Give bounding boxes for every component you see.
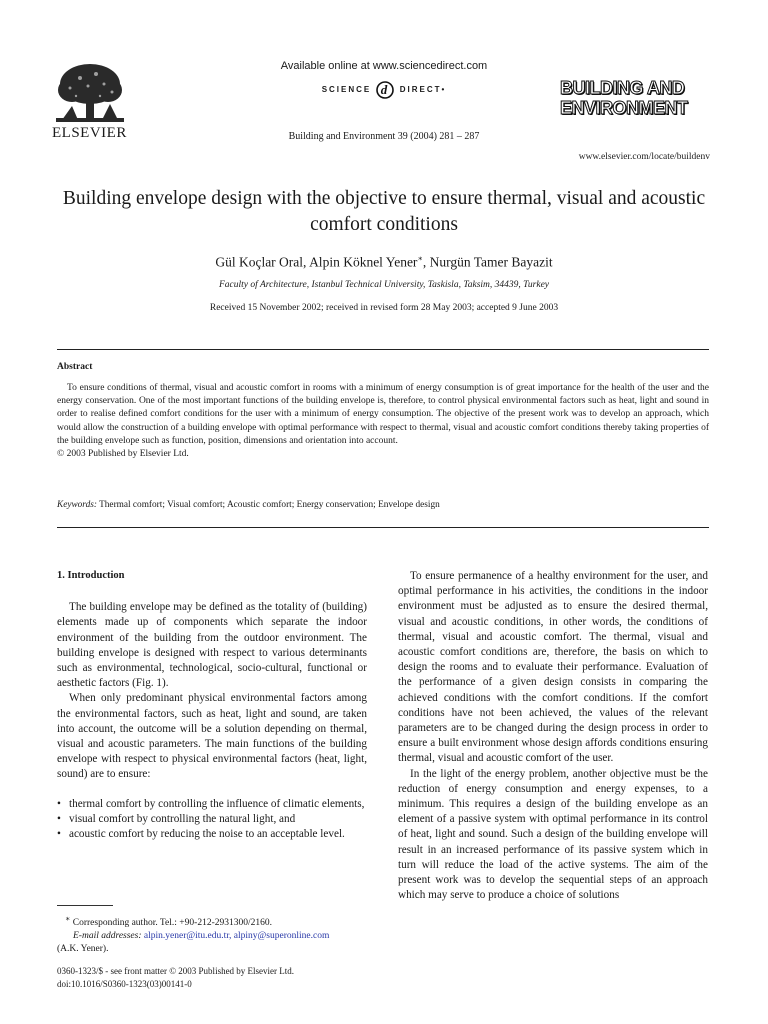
divider-top	[57, 349, 709, 350]
footnote-name: (A.K. Yener).	[57, 944, 109, 955]
abstract-text: To ensure conditions of thermal, visual and acoustic comfort in rooms with a minimum of energy consumption is of great importance for the health of the user and the energy conservation. One of the most important functions of the building envelope is, therefore, to control physical environmental factors such as heat, light and sound in order to realise defined comfort conditions for the user with a minimum of energy consumption. The objective of the present work was to develop an approach, which would allow the construction of a building envelope with optimal performance with respect to thermal, visual and acoustic comfort conditions thereby taking properties of the building envelope such as function, position, dimensions and orientation into account.	[57, 383, 709, 446]
email-link-1[interactable]: alpin.yener@itu.edu.tr,	[143, 931, 232, 942]
corresponding-mark: ∗	[417, 254, 423, 263]
list-item: • thermal comfort by controlling the influence of climatic elements,	[57, 797, 367, 812]
abstract-heading: Abstract	[57, 362, 93, 372]
abstract-copyright: © 2003 Published by Elsevier Ltd.	[57, 449, 189, 460]
sd-mark: •	[441, 85, 447, 95]
paragraph-4: In the light of the energy problem, another objective must be the reduction of energy consumption and energy expenses, to a minimum. This requires a design of the building envelope as an element of a passive system with optimal performance in its control of heat, light and sound. Such a design of the building envelope will result in an increased performance of its passive system which in turn will reduce the load of the active systems. The aim of the present work was to develop the sequential steps of an approach which may serve to produce a choice of solutions	[398, 767, 708, 902]
footnote-rule	[57, 905, 113, 906]
journal-brand-logo	[560, 78, 710, 118]
paragraph-3: To ensure permanence of a healthy environment for the user, and optimal performance in his activities, the conditions in the indoor environment must be adjusted as to ensure the desired thermal, visual and acoustic conditions, in other words, the conditions of thermal, visual and acoustic comfort. The thermal, visual and acoustic comfort conditions are, therefore, the basis on which to design the rooms and to evaluate their performance. Evaluation of the performance of a given design consists in comparing the achieved conditions with the comfort conditions. If the comfort conditions have not been achieved, the values of the relevant parameters are to be changed during the design process in order to ensure a built environment whose design affords conditions ensuring thermal, visual and acoustic comfort of the user.	[398, 570, 708, 765]
svg-text:d: d	[381, 82, 390, 97]
sd-d-icon	[375, 80, 395, 100]
brand-line-2: ENVIRONMENT	[560, 98, 688, 118]
email-label: E-mail addresses:	[73, 931, 142, 942]
front-matter-line: 0360-1323/$ - see front matter © 2003 Published by Elsevier Ltd.	[57, 966, 295, 976]
abstract-body	[57, 382, 709, 461]
keywords-label: Keywords:	[57, 500, 97, 510]
footnote	[57, 912, 377, 956]
affiliation: Faculty of Architecture, Istanbul Technical University, Taskisla, Taksim, 34439, Turkey	[218, 280, 550, 290]
brand-line-1: BUILDING AND	[560, 78, 685, 98]
article-title: Building envelope design with the objective to ensure thermal, visual and acoustic comfort conditions	[62, 188, 706, 235]
sd-right-text: DIRECT	[399, 85, 442, 95]
publisher-name: ELSEVIER	[52, 125, 127, 141]
author-1: Gül Koçlar Oral,	[215, 254, 307, 270]
available-online-text: Available online at www.sciencedirect.com	[280, 60, 488, 72]
author-3: , Nurgün Tamer Bayazit	[422, 254, 553, 270]
corresponding-author: Corresponding author. Tel.: +90-212-2931300/2160.	[72, 918, 272, 929]
list-item: • visual comfort by controlling the natural light, and	[57, 812, 367, 827]
spacer	[57, 783, 367, 797]
paragraph-1: The building envelope may be defined as the totality of (building) elements made up of components which separate the indoor environment of the building from the outdoor environment. The building envelope is designed with respect to various determinants such as environmental, technological, socio-cultural, functional or aesthetic factors (Fig. 1).	[57, 601, 367, 690]
doi: doi:10.1016/S0360-1323(03)00141-0	[57, 979, 192, 989]
bullet-list	[57, 797, 367, 843]
journal-citation: Building and Environment 39 (2004) 281 – 287	[288, 131, 480, 142]
right-column	[398, 569, 708, 903]
keywords-list: Thermal comfort; Visual comfort; Acoustic comfort; Energy conservation; Envelope design	[99, 500, 440, 510]
sd-left-text: SCIENCE	[321, 85, 372, 95]
footnote-mark: ∗	[65, 914, 71, 923]
email-link-2[interactable]: alpiny@superonline.com	[233, 931, 330, 942]
author-line	[0, 254, 768, 271]
front-matter	[57, 965, 294, 991]
left-column	[57, 568, 367, 842]
author-2: Alpin Köknel Yener	[309, 254, 418, 270]
received-dates: Received 15 November 2002; received in revised form 28 May 2003; accepted 9 June 2003	[209, 303, 559, 313]
paragraph-2: When only predominant physical environmental factors among the environmental factors, such as heat, light and sound, are taken into account, the outcome will be a solution depending on thermal, visual and acoustic parameters. The main functions of the building envelope with respect to physical environmental factors (heat, light, sound) are to ensure:	[57, 692, 367, 781]
keywords	[57, 500, 440, 510]
journal-url[interactable]: www.elsevier.com/locate/buildenv	[578, 152, 710, 162]
list-item: • acoustic comfort by reducing the noise to an acceptable level.	[57, 827, 367, 842]
section-heading: 1. Introduction	[57, 570, 125, 581]
divider-bottom	[57, 527, 709, 528]
